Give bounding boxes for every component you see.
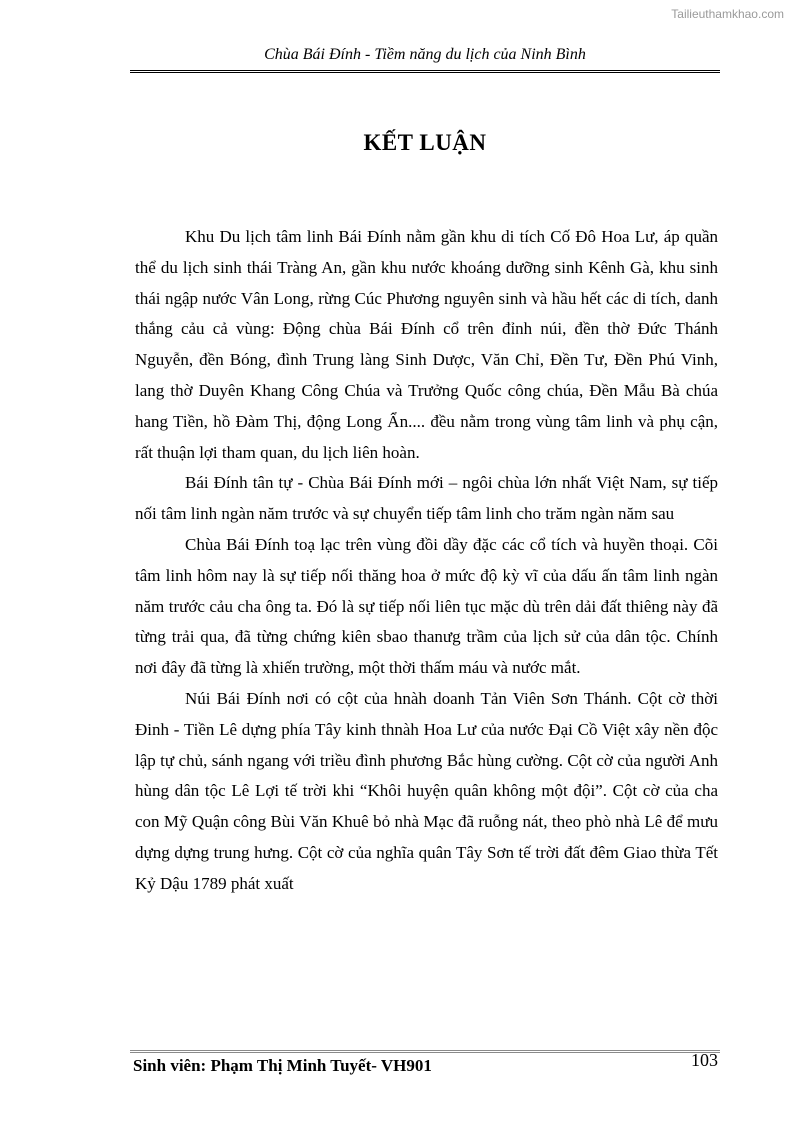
header-divider [130,70,720,73]
running-header: Chùa Bái Đính - Tiềm năng du lịch của Ninh Bình [264,46,586,63]
paragraph-2: Bái Đính tân tự - Chùa Bái Đính mới – ngôi chùa lớn nhất Việt Nam, sự tiếp nối tâm linh ngàn năm trước và sự chuyển tiếp tâm linh cho trăm ngàn năm sau [135,473,718,524]
paragraph-4: Núi Bái Đính nơi có cột của hnàh doanh Tản Viên Sơn Thánh. Cột cờ thời Đinh - Tiền Lê dựng phía Tây kinh thnàh Hoa Lư của nước Đại Cồ Việt xây nền độc lập tự chủ, sánh ngang với triều đình phương Bắc hùng cường. Cột cờ của người Anh hùng dân tộc Lê Lợi tế trời khi “Khôi huyện quân không một đội”. Cột cờ của cha con Mỹ Quận công Bùi Văn Khuê bỏ nhà Mạc đã ruỗng nát, theo phò nhà Lê để mưu dựng dựng trung hưng. Cột cờ của nghĩa quân Tây Sơn tế trời đất đêm Giao thừa Tết Kỷ Dậu 1789 phát xuất [135,688,718,893]
page-title: KẾT LUẬN [363,130,487,155]
paragraph-1: Khu Du lịch tâm linh Bái Đính nằm gần khu di tích Cố Đô Hoa Lư, áp quần thể du lịch sinh thái Tràng An, gần khu nước khoáng dưỡng sinh Kênh Gà, khu sinh thái ngập nước Vân Long, rừng Cúc Phương nguyên sinh và hầu hết các di tích, danh thắng cảu cả vùng: Động chùa Bái Đính cổ trên đỉnh núi, đền thờ Đức Thánh Nguyễn, đền Bóng, đình Trung làng Sinh Dược, Văn Chỉ, Đền Tư, Đền Phú Vinh, lang thờ Duyên Khang Công Chúa và Trưởng Quốc công chúa, Đền Mẫu Bà chúa hang Tiền, hồ Đàm Thị, động Long Ẩn.... đều nằm trong vùng tâm linh và phụ cận, rất thuận lợi tham quan, du lịch liên hoàn. [135,227,718,462]
page-number: 103 [691,1050,718,1070]
paragraph-3: Chùa Bái Đính toạ lạc trên vùng đồi dầy đặc các cổ tích và huyền thoại. Cõi tâm linh hôm nay là sự tiếp nối thăng hoa ở mức độ kỳ vĩ của dấu ấn tâm linh ngàn năm trước cảu cha ông ta. Đó là sự tiếp nối liên tục mặc dù trên dải đất thiêng này đã từng trải qua, đã từng chứng kiên sbao thanưg trầm của lịch sử của dân tộc. Chính nơi đây đã từng là xhiến trường, một thời thấm máu và nước mắt. [135,534,718,678]
footer-divider [130,1050,720,1053]
watermark: Tailieuthamkhao.com [671,7,784,21]
footer-student: Sinh viên: Phạm Thị Minh Tuyết- VH901 [133,1056,432,1075]
body-text [135,222,718,900]
